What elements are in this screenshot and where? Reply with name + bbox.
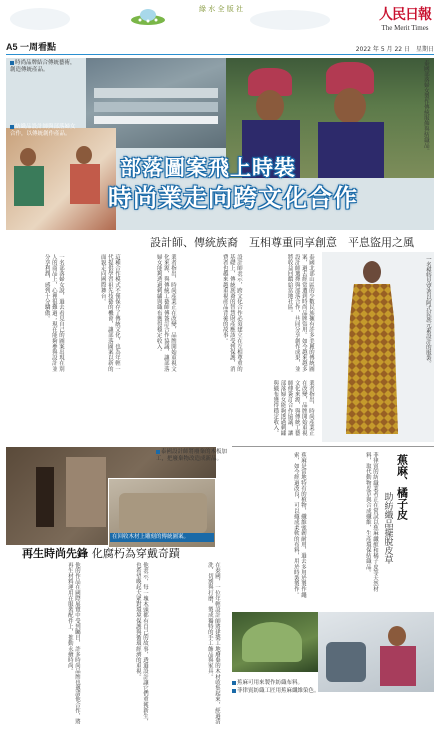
inset-caption: 在回收木材上雕刻的傳統圖案。 [110, 533, 214, 542]
caption-marker-icon [232, 681, 236, 685]
cloud-decoration [10, 8, 70, 30]
crafting-photo [6, 128, 116, 230]
ufo-icon [130, 6, 166, 28]
cloud-decoration [250, 10, 330, 30]
article-column: 設計師表示，跨文化合作必須建立在互相尊重的基礎上，傳統族裔的智慧財產應該受到保護，消費者也越來越重視產品背後的故事。 [221, 254, 242, 372]
mid-headline-part-a: 再生時尚先鋒 [22, 547, 88, 560]
article-column: 蕉麻是當地特有的植物，纖維強韌耐用，過去多用於製作繩索，如今經過改良，可以織成柔軟的布料，用於時裝製作。 [292, 452, 306, 598]
article-column: 業者指出，時尚產業正在改變，品牌開始重視文化來源，與傳統工藝師傅簽訂合作協議，讓部落婦女能夠透過刺繡與織布獲得穩定收入。 [272, 380, 314, 436]
model-caption: 一名模特兒穿著以阿式民族元素設計的服裝。 [424, 256, 431, 366]
plant-caption: 蕉麻可用來製作紡織布料。 [232, 680, 352, 687]
mid-headline [22, 545, 180, 561]
article-column: 菲律賓的紡織業者正在嘗試以蕉麻纖維和橘子皮等天然材料，取代動物皮草與合成纖維，生產環保紡織品。 [364, 452, 378, 592]
caption-marker-icon [10, 61, 14, 65]
banner-slogan: 綠 水 全 版 社 [199, 5, 243, 13]
right-story-subheadline: 助紡織品擺脫皮草 [382, 492, 393, 564]
article-column: 在泰國，一位年輕設計師將建築工地廢棄的木材收集起來，經過清洗、切割與打磨，製成獨特的手工飾品與家具。 [206, 562, 220, 725]
main-headline-line1: 部落圖案飛上時裝 [120, 156, 296, 180]
newspaper-logo[interactable] [376, 4, 434, 32]
caption-marker-icon [10, 125, 14, 129]
header-rule [6, 54, 434, 55]
caption-marker-icon [232, 689, 236, 693]
main-subheadline: 設計師、傳統族裔 互相尊重同享創意 平息盜用之風 [150, 236, 414, 249]
article-column: 他的作品在國際展覽中受到矚目，許多時尚品牌也邀請他合作，將再生材料運用在服裝配件上，推動永續時尚。 [66, 562, 80, 725]
hero-caption-right: 泰國部落婦女製作傳統服飾與紡織品。 [422, 60, 429, 154]
top-banner [0, 0, 440, 42]
model-photo [340, 258, 404, 436]
issue-date: 2022 年 5 月 22 日 星期日 [355, 46, 434, 53]
hero-caption-craft: 紡織品設計師與部落婦女合作，以傳統創作產品。 [10, 124, 76, 137]
article-column: 泰國北部山區的少數民族擁有許多美麗的傳統圖案，過去經常遭到時尚品牌盜用。如今越來越多設計師選擇與部落合作，共同分享創作成果，並將收益回饋給當地社區。 [286, 254, 314, 372]
wood-caption: 泰國設計師將廢棄的木板加工，把廢棄物改造成新品。 [156, 449, 228, 462]
hero-caption-left: 時尚品牌結合傳統藝術，創造傳統產品。 [10, 60, 76, 73]
article-column: 業者指出，時尚產業正在改變，品牌開始重視文化來源，與傳統工藝師傅簽訂合作協議，讓部落婦女能夠透過刺繡與織布獲得穩定收入。 [155, 254, 176, 372]
caption-marker-icon [156, 450, 160, 454]
mid-headline-part-b: 化腐朽為穿戴奇蹟 [91, 547, 180, 560]
logo-chinese: 人民日報 [379, 7, 431, 23]
article-column: 一名部落婦女說，過去看見自己的圖案出現在別人的商品上，心裡很難過；現在能夠參與設計並分享利潤，感到十分驕傲。 [43, 254, 64, 372]
article-column: 這種合作模式不僅保存了傳統文化，也為年輕一代提供學習祖先技藝的機會，讓部落圖案以新的面貌走向國際舞台。 [99, 254, 120, 372]
section-label: A5 一周看點 [6, 42, 57, 52]
main-headline-line2: 時尚業走向跨文化合作 [108, 184, 358, 212]
logo-english: The Merit Times [381, 24, 429, 32]
right-story-headline: 蕉麻、橘子皮 [395, 454, 409, 520]
article-column: 他表示，每一塊木頭都有自己的故事，透過設計讓它們重獲新生，也希望喚起大眾對環境保護與循環經濟的重視。 [134, 562, 148, 725]
dye-caption: 菲律賓紡織工匠用蕉麻纖維染色。 [232, 688, 352, 695]
abaca-plant-photo [232, 612, 318, 672]
